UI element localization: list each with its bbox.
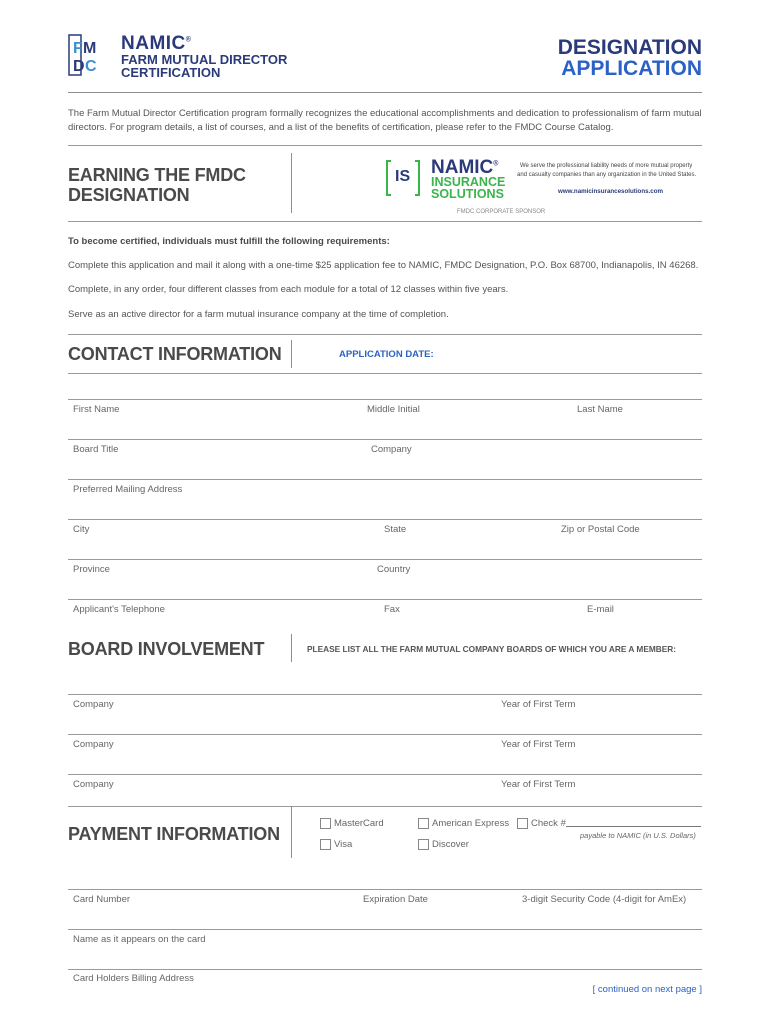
sponsor-tagline-line2: and casualty companies than any organization in the United States. (517, 172, 697, 178)
first-name-label: First Name (73, 404, 120, 415)
earning-divider (291, 153, 292, 213)
fmdc-logo-mark-icon (67, 33, 105, 77)
sponsor-name-line2: INSURANCE (431, 175, 506, 189)
svg-text:D: D (73, 58, 85, 75)
board-year-label: Year of First Term (501, 739, 576, 750)
application-date-label: APPLICATION DATE: (339, 349, 434, 360)
requirements-heading: To become certified, individuals must fulfill the following requirements: (68, 236, 390, 247)
fmdc-logo (67, 33, 105, 77)
last-name-label: Last Name (577, 404, 623, 415)
payment-divider (291, 806, 292, 858)
sponsor-badge-text: IS (395, 168, 411, 185)
board-row-line[interactable] (68, 694, 702, 695)
board-year-label: Year of First Term (501, 779, 576, 790)
mastercard-checkbox[interactable] (320, 818, 331, 829)
visa-label: Visa (334, 839, 353, 850)
earning-rule (68, 221, 702, 222)
contact-divider (291, 340, 292, 368)
intro-line2: directors. For program details, a list of courses, and a list of the benefits of certification, please refer to the FMDC Course Catalog. (68, 122, 614, 133)
requirement-item: Complete this application and mail it along with a one-time $25 application fee to NAMIC, FMDC Designation, P.O. Box 68700, Indianapolis, IN 46268. (68, 260, 699, 271)
application-date-input[interactable] (430, 343, 700, 361)
board-title: BOARD INVOLVEMENT (68, 639, 265, 659)
svg-text:M: M (83, 40, 97, 57)
program-name-line2: CERTIFICATION (121, 65, 221, 80)
company-label: Company (371, 444, 412, 455)
email-label: E-mail (587, 604, 614, 615)
intro-rule (68, 145, 702, 146)
sponsor-url[interactable]: www.namicinsurancesolutions.com (558, 188, 663, 195)
board-company-label: Company (73, 739, 114, 750)
payable-note: payable to NAMIC (in U.S. Dollars) (580, 831, 696, 840)
security-code-label: 3-digit Security Code (4-digit for AmEx) (522, 894, 687, 905)
mailing-address-label: Preferred Mailing Address (73, 484, 183, 495)
visa-checkbox[interactable] (320, 839, 331, 850)
check-number-input[interactable] (566, 816, 701, 827)
amex-label: American Express (432, 818, 510, 829)
discover-label: Discover (432, 839, 469, 850)
registered-mark: ® (185, 36, 192, 44)
svg-text:F: F (73, 40, 83, 57)
name-line[interactable] (68, 399, 702, 400)
requirement-item: Serve as an active director for a farm mutual insurance company at the time of completion. (68, 309, 449, 320)
payment-title: PAYMENT INFORMATION (68, 824, 280, 844)
state-label: State (384, 524, 407, 535)
province-line[interactable] (68, 559, 702, 560)
board-instruction: PLEASE LIST ALL THE FARM MUTUAL COMPANY BOARDS OF WHICH YOU ARE A MEMBER: (307, 644, 677, 654)
check-checkbox[interactable] (517, 818, 528, 829)
name-on-card-label: Name as it appears on the card (73, 934, 206, 945)
amex-checkbox[interactable] (418, 818, 429, 829)
board-row-line[interactable] (68, 774, 702, 775)
board-divider (291, 634, 292, 662)
requirement-item: Complete, in any order, four different classes from each module for a total of 12 classes within five years. (68, 284, 509, 295)
doc-title-line1: DESIGNATION (557, 36, 702, 59)
title-company-line[interactable] (68, 439, 702, 440)
board-company-label: Company (73, 779, 114, 790)
org-name: NAMIC® (121, 33, 192, 54)
requirements-rule (68, 334, 702, 335)
card-line[interactable] (68, 889, 702, 890)
sponsor-badge (385, 158, 421, 198)
board-row-line[interactable] (68, 734, 702, 735)
doc-title-line2: APPLICATION (561, 57, 702, 80)
billing-address-line[interactable] (68, 969, 702, 970)
board-year-label: Year of First Term (501, 699, 576, 710)
discover-checkbox[interactable] (418, 839, 429, 850)
intro-line1: The Farm Mutual Director Certification program formally recognizes the educational accomplishments and dedication to professionalism of farm mutual (68, 108, 702, 119)
province-label: Province (73, 564, 110, 575)
contact-rule (68, 373, 702, 374)
board-company-label: Company (73, 699, 114, 710)
earning-title-line1: EARNING THE FMDC (68, 165, 246, 185)
sponsor-caption: FMDC CORPORATE SPONSOR (457, 209, 546, 215)
name-on-card-line[interactable] (68, 929, 702, 930)
billing-address-label: Card Holders Billing Address (73, 973, 194, 984)
sponsor-name: NAMIC® (431, 157, 499, 178)
earning-title-line2: DESIGNATION (68, 185, 190, 205)
program-name-line1: FARM MUTUAL DIRECTOR (121, 52, 288, 67)
city-line[interactable] (68, 519, 702, 520)
check-label: Check # (531, 818, 566, 829)
country-label: Country (377, 564, 411, 575)
sponsor-tagline-line1: We serve the professional liability needs of more mutual property (520, 163, 693, 169)
sponsor-name-line3: SOLUTIONS (431, 187, 504, 201)
middle-initial-label: Middle Initial (367, 404, 420, 415)
payment-top-rule (68, 806, 702, 807)
contact-title: CONTACT INFORMATION (68, 344, 282, 364)
telephone-label: Applicant's Telephone (73, 604, 165, 615)
header-rule (68, 92, 702, 93)
city-label: City (73, 524, 90, 535)
fax-label: Fax (384, 604, 400, 615)
card-number-label: Card Number (73, 894, 131, 905)
svg-text:C: C (85, 58, 97, 75)
continued-note: [ continued on next page ] (592, 984, 702, 995)
board-title-label: Board Title (73, 444, 119, 455)
zip-label: Zip or Postal Code (561, 524, 640, 535)
phone-line[interactable] (68, 599, 702, 600)
address-line[interactable] (68, 479, 702, 480)
expiration-label: Expiration Date (363, 894, 428, 905)
mastercard-label: MasterCard (334, 818, 384, 829)
